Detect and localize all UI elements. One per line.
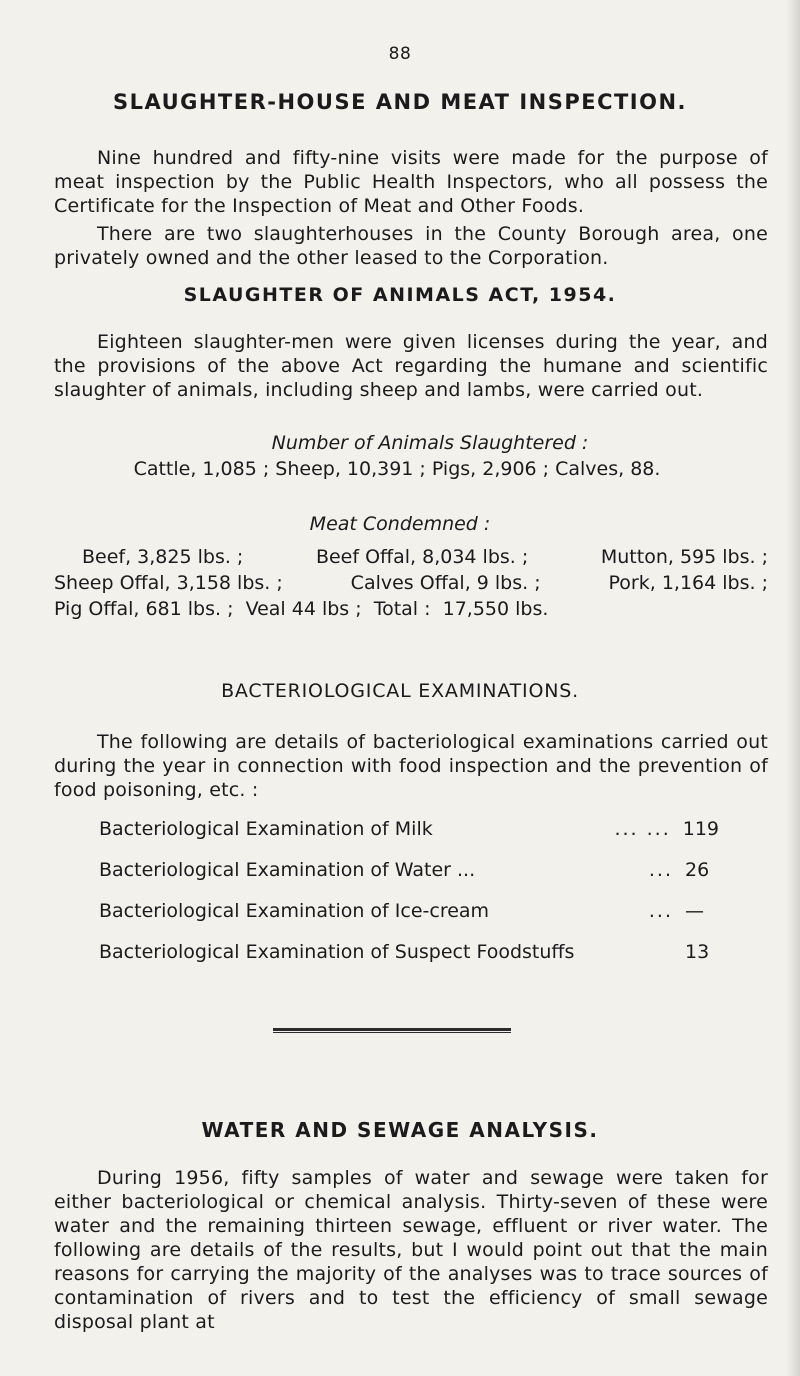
condemned-line-3: Pig Offal, 681 lbs. ; Veal 44 lbs ; Total : 17,550 lbs. (54, 598, 549, 620)
exam-value: 13 (685, 941, 710, 963)
page-number: 88 (388, 44, 412, 64)
condemned-beef: Beef, 3,825 lbs. ; (82, 546, 244, 568)
condemned-sheep-offal: Sheep Offal, 3,158 lbs. ; (54, 572, 283, 594)
exam-label: Bacteriological Examination of Suspect Foodstuffs (99, 941, 575, 963)
condemned-line-1 (82, 546, 768, 568)
paragraph-meat-inspection: Nine hundred and fifty-nine visits were made for the purpose of meat inspection by the Public Health Inspectors, who all possess the Certificate for the Inspection of Meat and Other Foods. (54, 147, 768, 217)
heading-water-sewage: WATER AND SEWAGE ANALYSIS. (201, 1118, 599, 1142)
heading-slaughter-act: SLAUGHTER OF ANIMALS ACT, 1954. (183, 284, 617, 306)
condemned-mutton: Mutton, 595 lbs. ; (600, 546, 768, 568)
heading-slaughter-house: SLAUGHTER-HOUSE AND MEAT INSPECTION. (112, 90, 688, 114)
paragraph-slaughter-men: Eighteen slaughter-men were given licenses during the year, and the provisions of the above Act regarding the humane and scientific slaughter of animals, including sheep and lambs, were carried out. (54, 331, 768, 401)
exam-row-water (99, 859, 719, 881)
exam-label: Bacteriological Examination of Milk (99, 818, 433, 840)
caption-meat-condemned: Meat Condemned : (309, 513, 491, 535)
exam-value: — (685, 900, 704, 922)
condemned-pork: Pork, 1,164 lbs. ; (608, 572, 768, 594)
heading-bacteriological: BACTERIOLOGICAL EXAMINATIONS. (221, 680, 579, 702)
paragraph-bacteriological: The following are details of bacteriological examinations carried out during the year in connection with food inspection and the prevention of food poisoning, etc. : (54, 731, 768, 801)
caption-animals-slaughtered: Number of Animals Slaughtered : (271, 432, 589, 454)
exam-leader: ... (648, 859, 673, 881)
exam-leader: ... ... (614, 818, 671, 840)
condemned-line-2 (54, 572, 768, 594)
exam-label: Bacteriological Examination of Ice-cream (99, 900, 490, 922)
exam-leader: ... (648, 900, 673, 922)
condemned-calves-offal: Calves Offal, 9 lbs. ; (350, 572, 541, 594)
paragraph-slaughterhouses: There are two slaughterhouses in the County Borough area, one privately owned and the other leased to the Corporation. (54, 223, 768, 269)
animals-slaughtered-line: Cattle, 1,085 ; Sheep, 10,391 ; Pigs, 2,906 ; Calves, 88. (133, 458, 661, 480)
condemned-beef-offal: Beef Offal, 8,034 lbs. ; (315, 546, 529, 568)
exam-row-ice-cream (99, 900, 719, 922)
exam-label: Bacteriological Examination of Water ... (99, 859, 476, 881)
exam-value: 26 (685, 859, 710, 881)
exam-row-milk (99, 818, 719, 840)
exam-row-suspect-foodstuffs (99, 941, 719, 963)
section-divider (273, 1028, 511, 1033)
paragraph-water-sewage: During 1956, fifty samples of water and sewage were taken for either bacteriological or chemical analysis. Thirty-seven of these were water and the remaining thirteen sewage, effluent or river water. The following are details of the results, but I would point out that the main reasons for carrying the majority of the analyses was to trace sources of contamination of rivers and to test the efficiency of small sewage disposal plant at (54, 1167, 768, 1333)
exam-value: 119 (682, 818, 719, 840)
exam-leader (574, 941, 685, 963)
